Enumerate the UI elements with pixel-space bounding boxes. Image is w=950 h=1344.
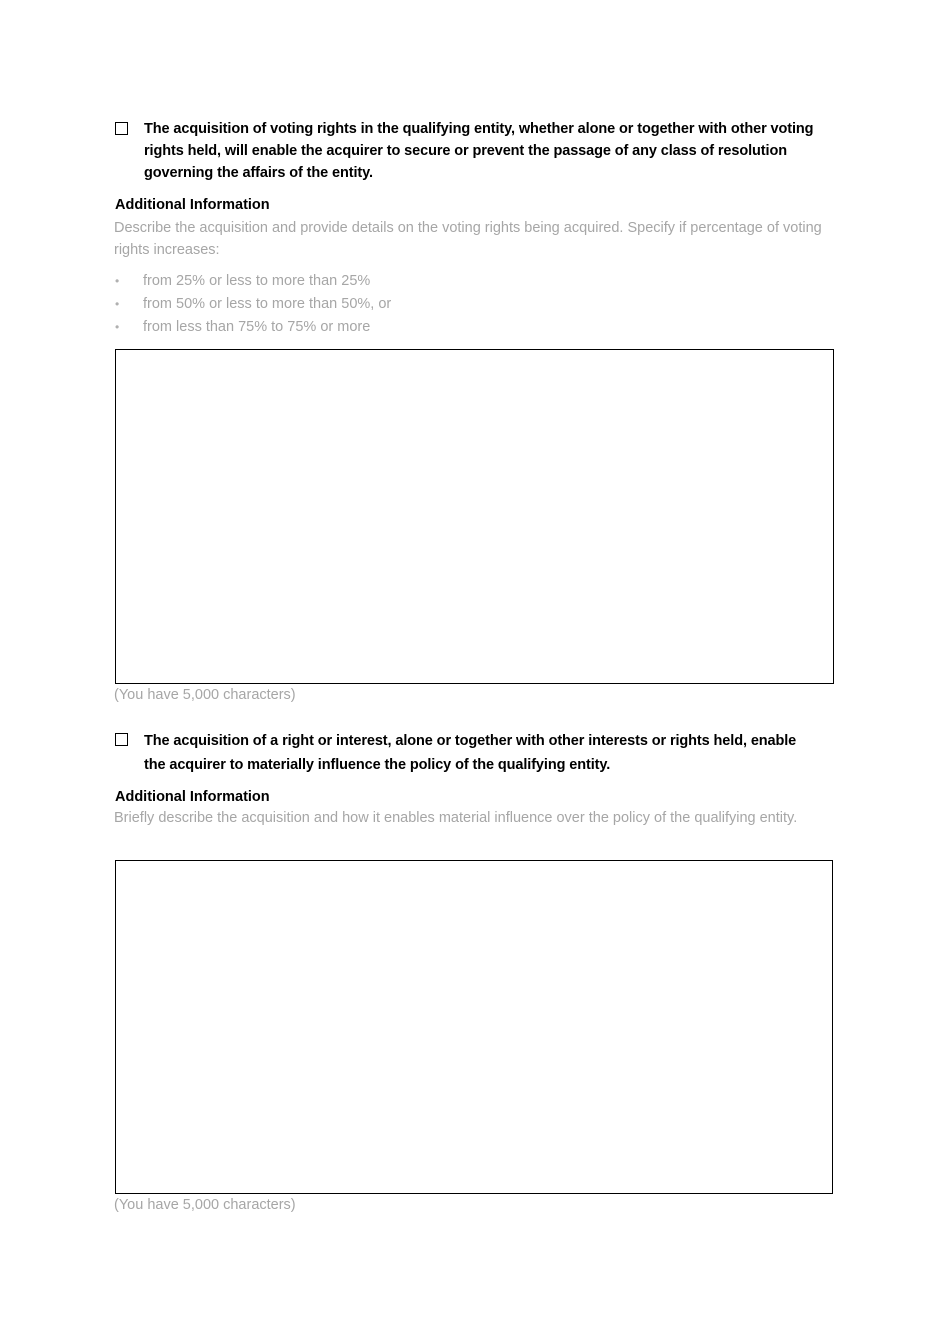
list-item bbox=[114, 293, 391, 316]
voting-rights-help-text: Describe the acquisition and provide details on the voting rights being acquired. Specify if percentage of voting rights increases: bbox=[114, 220, 822, 258]
voting-rights-checkbox[interactable] bbox=[115, 122, 128, 135]
material-influence-option[interactable] bbox=[115, 729, 805, 777]
material-influence-option-text: The acquisition of a right or interest, alone or together with other interests or rights held, enable the acquirer to materially influence the policy of the qualifying entity. bbox=[144, 733, 797, 773]
character-counter: (You have 5,000 characters) bbox=[114, 687, 296, 703]
material-influence-help-text: Briefly describe the acquisition and how it enables material influence over the policy of the qualifying entity. bbox=[114, 810, 798, 826]
list-item bbox=[114, 316, 391, 339]
voting-rights-threshold-list bbox=[114, 270, 391, 339]
list-item bbox=[114, 270, 391, 293]
bullet-icon: • bbox=[115, 320, 120, 334]
bullet-icon: • bbox=[115, 297, 120, 311]
additional-information-label: Additional Information bbox=[115, 789, 270, 805]
threshold-item-text: from less than 75% to 75% or more bbox=[143, 319, 371, 335]
material-influence-details-textarea[interactable] bbox=[115, 860, 833, 1194]
character-counter: (You have 5,000 characters) bbox=[114, 1197, 296, 1213]
material-influence-checkbox[interactable] bbox=[115, 733, 128, 746]
threshold-item-text: from 50% or less to more than 50%, or bbox=[143, 296, 392, 312]
bullet-icon: • bbox=[115, 274, 120, 288]
voting-rights-details-textarea[interactable] bbox=[115, 349, 834, 684]
additional-information-label: Additional Information bbox=[115, 197, 270, 213]
voting-rights-option[interactable] bbox=[115, 118, 835, 184]
threshold-item-text: from 25% or less to more than 25% bbox=[143, 273, 371, 289]
voting-rights-option-text: The acquisition of voting rights in the qualifying entity, whether alone or together with other voting rights held, will enable the acquirer to secure or prevent the passage of any class of resolution governing the affairs of the entity. bbox=[144, 121, 814, 181]
